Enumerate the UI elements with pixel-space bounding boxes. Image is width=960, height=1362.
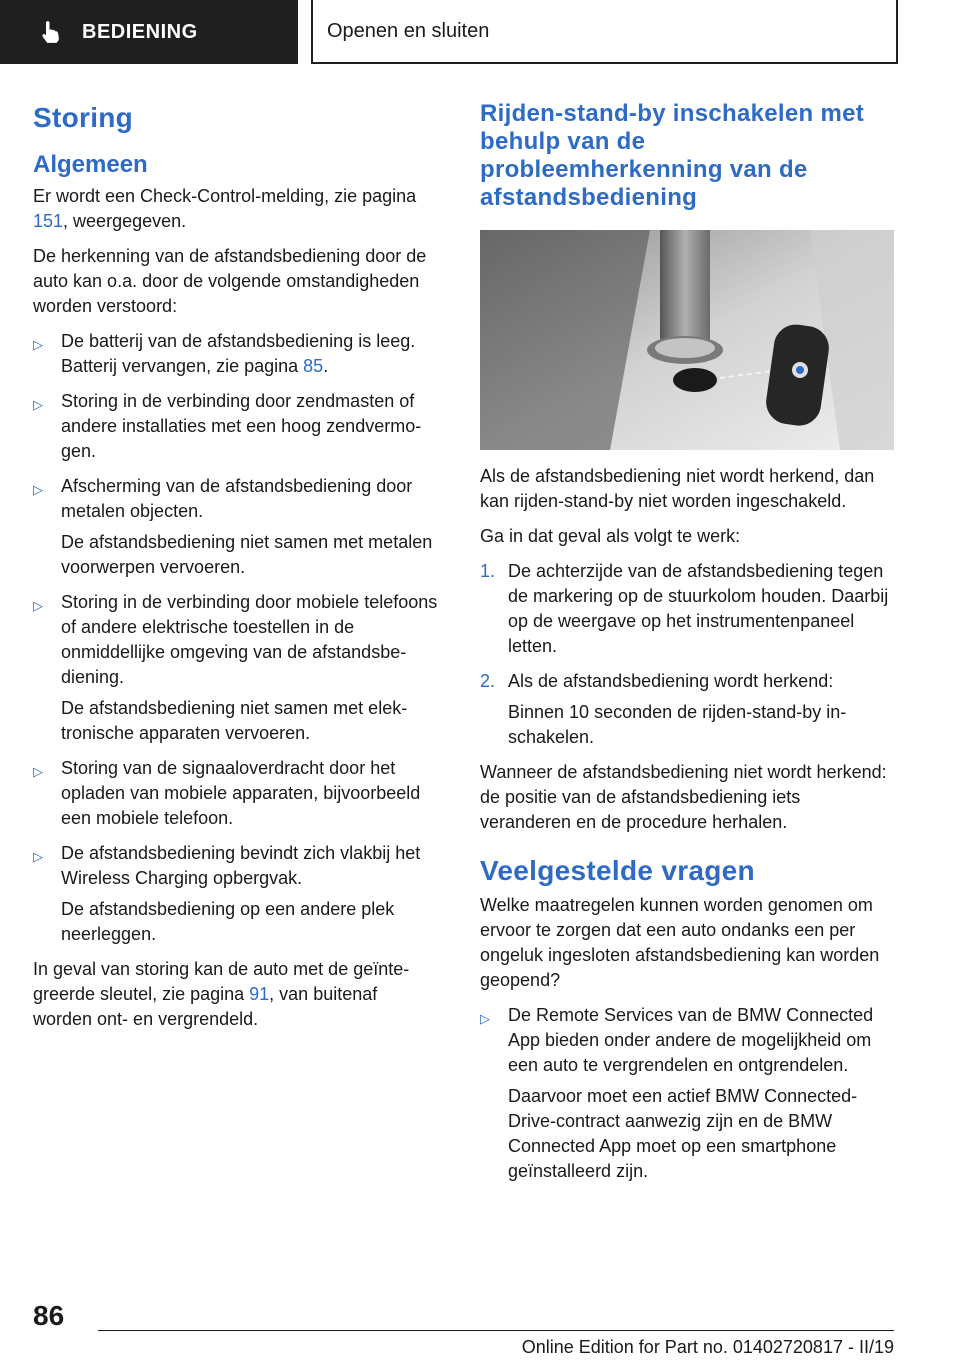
step-item: 1. De achterzijde van de afstandsbediening tegen de markering op de stuurkolom houden. Daarbij op de weergave op het instrumentenpaneel letten. <box>480 561 889 656</box>
step-item: 2. Als de afstandsbediening wordt herkend: Binnen 10 seconden de rijden-stand-by inschakelen. <box>480 669 894 750</box>
subsection-title-algemeen: Algemeen <box>33 151 148 178</box>
triangle-right-icon: ▷ <box>33 598 43 613</box>
triangle-right-icon: ▷ <box>33 849 43 864</box>
list-item: ▷ De afstandsbediening bevindt zich vlakbij het Wireless Charging opbergvak. De afstandsbediening op een andere plek neerleggen. <box>33 841 441 947</box>
footer-divider <box>98 1330 894 1331</box>
left-column <box>33 100 441 1042</box>
list-item-note: Daarvoor moet een actief BMW ConnectedDrive-contract aanwezig zijn en de BMW Connected App moet op een smartphone geïnstalleerd zijn. <box>508 1086 858 1181</box>
triangle-right-icon: ▷ <box>33 337 43 352</box>
step-note: Binnen 10 seconden de rijden-stand-by inschakelen. <box>508 702 847 747</box>
marker-symbol <box>673 368 717 392</box>
paragraph: Wanneer de afstandsbediening niet wordt herkend: de positie van de afstandsbediening iets veranderen en de procedure herhalen. <box>480 762 887 832</box>
list-item: ▷ De Remote Services van de BMW Connected App bieden onder andere de mogelijkheid om een auto te vergrendelen en ontgrendelen. Daarvoor moet een actief BMW ConnectedDrive-contract aanwezig zijn en de BMW Connected App moet op een smartphone geïnstalleerd zijn. <box>480 1003 894 1184</box>
step-number: 1. <box>480 561 496 581</box>
list-item: ▷ Storing van de signaaloverdracht door het opladen van mobiele apparaten, bijvoorbeeld een mobiele telefoon. <box>33 758 421 828</box>
list-item: ▷ De batterij van de afstandsbediening is leeg. Batterij vervangen, zie pagina 85. <box>33 331 416 376</box>
step-number: 2. <box>480 671 496 691</box>
list-item-note: De afstandsbediening niet samen met metalen voorwerpen vervoeren. <box>61 532 433 577</box>
page-header-title: Openen en sluiten <box>327 19 490 42</box>
paragraph: Welke maatregelen kunnen worden genomen om ervoor te zorgen dat een auto ondanks een per ongeluk ingesloten afstandsbediening kan worden geopend? <box>480 895 880 990</box>
chapter-tab <box>0 0 298 64</box>
section-title-storing: Storing <box>33 102 134 133</box>
section-title-faq: Veelgestelde vragen <box>480 855 755 886</box>
chapter-label: BEDIENING <box>82 20 198 43</box>
list-item: ▷ Afscherming van de afstandsbediening door metalen objecten. De afstandsbediening niet samen met metalen voorwerpen vervoeren. <box>33 474 441 580</box>
paragraph: Ga in dat geval als volgt te werk: <box>480 526 741 546</box>
disturbance-list <box>33 329 441 947</box>
page-link[interactable]: 91 <box>249 984 270 1004</box>
footer-edition: Online Edition for Part no. 01402720817 - II/19 <box>521 1337 894 1357</box>
list-item-note: De afstandsbediening niet samen met elektronische apparaten vervoeren. <box>61 698 408 743</box>
paragraph: De herkenning van de afstandsbediening door de auto kan o.a. door de volgende omstandigheden worden verstoord: <box>33 246 427 316</box>
steering-column-key-photo <box>480 230 894 450</box>
page-number: 86 <box>33 1300 65 1331</box>
triangle-right-icon: ▷ <box>480 1011 490 1026</box>
triangle-right-icon: ▷ <box>33 397 43 412</box>
paragraph: Er wordt een Check-Control-melding, zie pagina 151, weergegeven. <box>33 186 417 231</box>
faq-list <box>480 1003 894 1184</box>
section-title-standby: Rijden-stand-by inschakelen met behulp van de probleemherkenning van de afstandsbediening <box>480 100 865 211</box>
steps-list <box>480 559 894 750</box>
hand-pointer-icon <box>38 19 64 45</box>
triangle-right-icon: ▷ <box>33 482 43 497</box>
paragraph: Als de afstandsbediening niet wordt herkend, dan kan rijden-stand-by niet worden ingeschakeld. <box>480 466 875 511</box>
list-item: ▷ Storing in de verbinding door mobiele telefoons of andere elektrische toestellen in de onmiddellijke omgeving van de afstandsbediening. De afstandsbediening niet samen met elektronische apparaten vervoeren. <box>33 590 441 746</box>
page-link[interactable]: 151 <box>33 211 64 231</box>
triangle-right-icon: ▷ <box>33 764 43 779</box>
list-item-note: De afstandsbediening op een andere plek neerleggen. <box>61 899 395 944</box>
page-link[interactable]: 85 <box>303 356 324 376</box>
list-item: ▷ Storing in de verbinding door zendmasten of andere installaties met een hoog zendvermogen. <box>33 391 422 461</box>
page-header <box>311 0 898 64</box>
paragraph: In geval van storing kan de auto met de geïntegreerde sleutel, zie pagina 91, van buitenaf worden ont- en vergrendeld. <box>33 959 410 1029</box>
right-column <box>480 100 894 1194</box>
